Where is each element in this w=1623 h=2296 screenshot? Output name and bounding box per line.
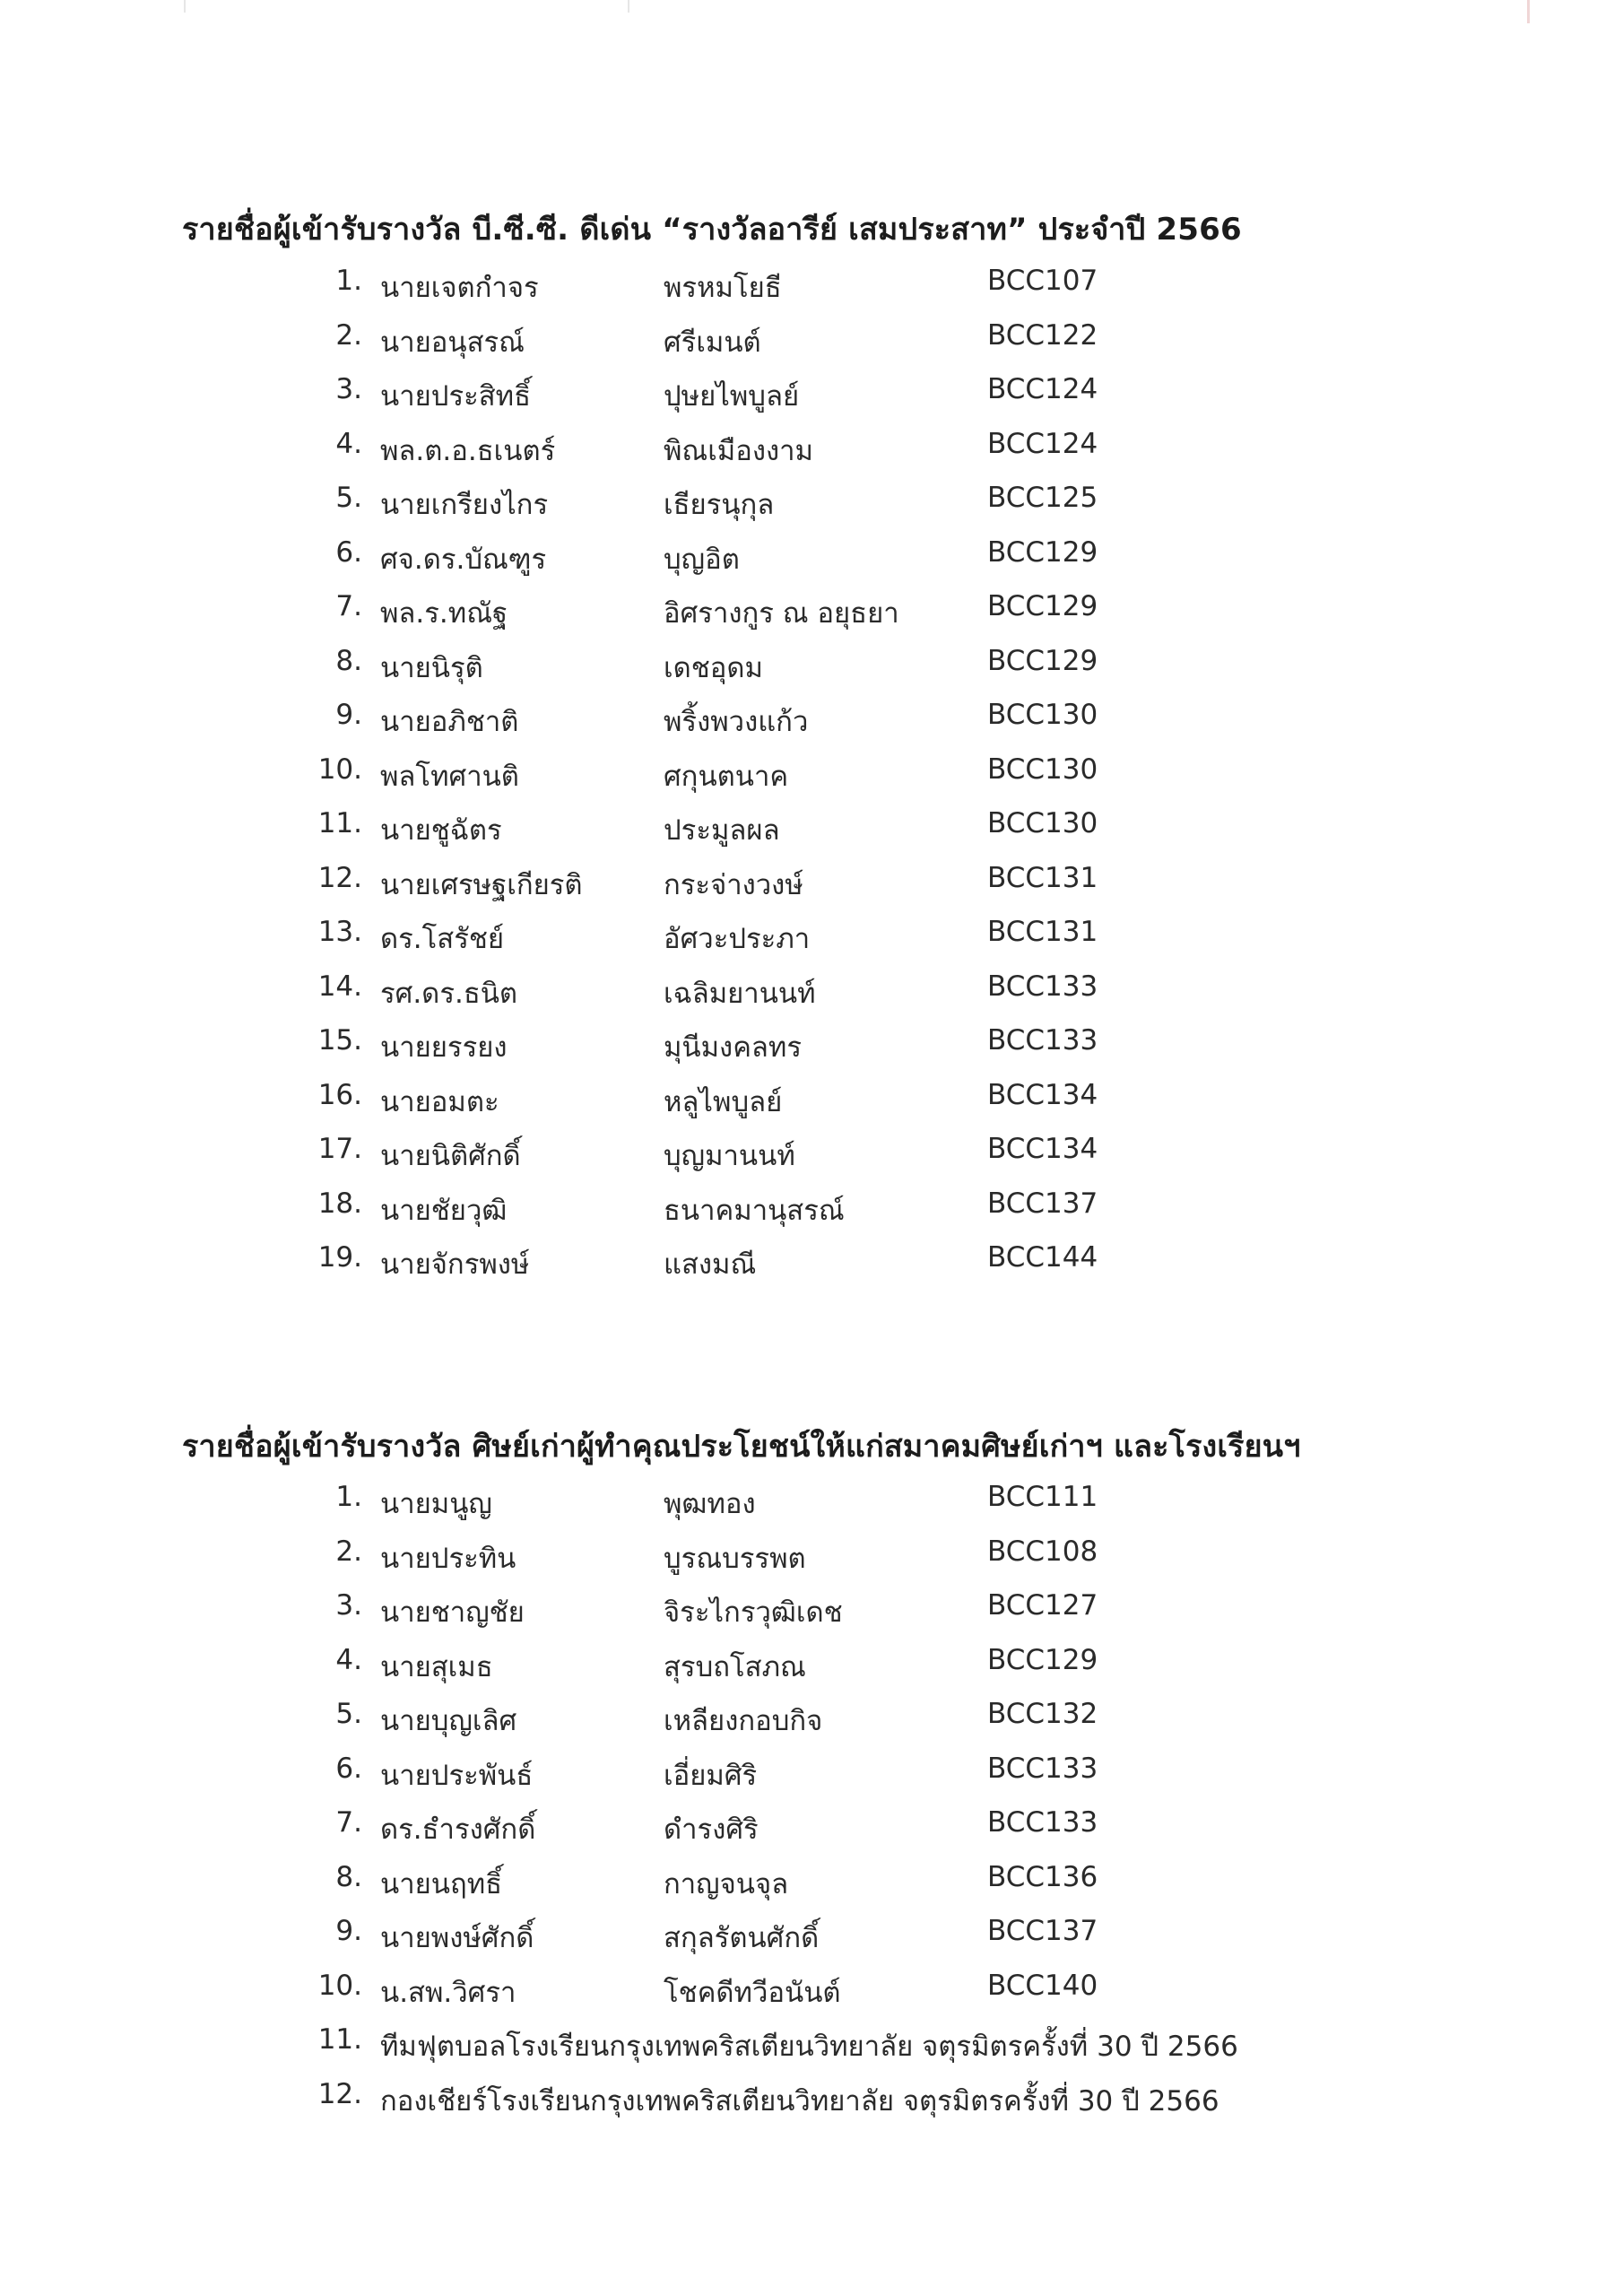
- last-name: พรหมโยธี: [664, 272, 782, 304]
- item-number: 10.: [317, 1969, 362, 2002]
- last-name: โชคดีทวีอนันต์: [664, 1976, 841, 2009]
- class-code: BCC133: [987, 1806, 1098, 1839]
- first-name: รศ.ดร.ธนิต: [380, 977, 518, 1010]
- list-item: [0, 1024, 1623, 1079]
- class-code: BCC133: [987, 970, 1098, 1003]
- item-number: 12.: [317, 2077, 362, 2110]
- last-name: ประมูลผล: [664, 814, 780, 847]
- item-number: 8.: [335, 1860, 362, 1893]
- first-name: น.สพ.วิศรา: [380, 1976, 516, 2009]
- last-name: ปุษยไพบูลย์: [664, 380, 800, 413]
- first-name: นายอนุสรณ์: [380, 326, 525, 359]
- list-item: [0, 428, 1623, 483]
- class-code: BCC134: [987, 1078, 1098, 1111]
- item-number: 9.: [335, 1915, 362, 1947]
- last-name: พริ้งพวงแก้ว: [664, 706, 809, 738]
- item-number: 1.: [335, 1481, 362, 1513]
- first-name: นายสุเมธ: [380, 1650, 493, 1683]
- list-item: [0, 1698, 1623, 1752]
- list-item: [0, 807, 1623, 862]
- class-code: BCC136: [987, 1860, 1098, 1893]
- first-name: นายชาญชัย: [380, 1596, 525, 1629]
- first-name: ดร.โสรัชย์: [380, 923, 505, 955]
- list-item: [0, 1079, 1623, 1134]
- item-number: 4.: [335, 427, 362, 460]
- item-number: 9.: [335, 699, 362, 731]
- class-code: BCC127: [987, 1589, 1098, 1622]
- last-name: อัศวะประภา: [664, 923, 811, 955]
- list-item: [0, 862, 1623, 917]
- item-number: 2.: [335, 1535, 362, 1568]
- first-name: นายเกรียงไกร: [380, 489, 549, 521]
- item-number: 3.: [335, 1589, 362, 1622]
- team-name: กองเชียร์โรงเรียนกรุงเทพคริสเตียนวิทยาลัย จตุรมิตรครั้งที่ 30 ปี 2566: [380, 2084, 1219, 2118]
- item-number: 18.: [317, 1187, 362, 1220]
- list-item: [0, 1241, 1623, 1296]
- item-number: 15.: [317, 1024, 362, 1057]
- first-name: พล.ต.อ.ธเนตร์: [380, 434, 556, 467]
- list-item: [0, 1535, 1623, 1590]
- item-number: 6.: [335, 535, 362, 569]
- first-name: นายประสิทธิ์: [380, 380, 532, 413]
- class-code: BCC132: [987, 1698, 1098, 1730]
- list-item: [0, 1481, 1623, 1535]
- first-name: พล.ร.ทณัฐ: [380, 597, 508, 630]
- class-code: BCC125: [987, 482, 1098, 514]
- last-name: สกุลรัตนศักดิ์: [664, 1922, 820, 1954]
- class-code: BCC131: [987, 916, 1098, 948]
- class-code: BCC129: [987, 590, 1098, 622]
- last-name: เฉลิมยานนท์: [664, 977, 816, 1010]
- first-name: นายมนูญ: [380, 1488, 492, 1520]
- section-1-heading: รายชื่อผู้เข้ารับรางวัล บี.ซี.ซี. ดีเด่น “รางวัลอารีย์ เสมประสาท” ประจำปี 2566: [182, 212, 1242, 248]
- item-number: 11.: [317, 2023, 362, 2056]
- list-item: [0, 699, 1623, 753]
- scan-artifact: [628, 0, 629, 13]
- class-code: BCC107: [987, 265, 1098, 297]
- list-item: [0, 2023, 1623, 2078]
- first-name: พลโทศานติ: [380, 760, 519, 793]
- item-number: 4.: [335, 1643, 362, 1676]
- first-name: นายเศรษฐเกียรติ: [380, 868, 583, 901]
- item-number: 6.: [335, 1752, 362, 1785]
- list-item: [0, 536, 1623, 591]
- list-item: [0, 916, 1623, 970]
- last-name: มุนีมงคลทร: [664, 1031, 803, 1064]
- class-code: BCC133: [987, 1752, 1098, 1785]
- class-code: BCC129: [987, 644, 1098, 677]
- item-number: 8.: [335, 644, 362, 677]
- last-name: บูรณบรรพต: [664, 1542, 806, 1575]
- list-item: [0, 265, 1623, 319]
- last-name: ศกุนตนาค: [664, 760, 789, 793]
- class-code: BCC130: [987, 807, 1098, 839]
- item-number: 12.: [317, 861, 362, 894]
- list-item: [0, 2078, 1623, 2133]
- list-item: [0, 970, 1623, 1025]
- last-name: บุญมานนท์: [664, 1140, 795, 1172]
- last-name: ธนาคมานุสรณ์: [664, 1194, 845, 1227]
- class-code: BCC137: [987, 1187, 1098, 1220]
- first-name: ศจ.ดร.บัณฑูร: [380, 543, 547, 576]
- list-item: [0, 1861, 1623, 1916]
- section-2-heading: รายชื่อผู้เข้ารับรางวัล ศิษย์เก่าผู้ทำคุณประโยชน์ให้แก่สมาคมศิษย์เก่าฯ และโรงเรียนฯ: [182, 1429, 1301, 1465]
- class-code: BCC129: [987, 1643, 1098, 1676]
- item-number: 14.: [317, 970, 362, 1003]
- first-name: นายเจตกำจร: [380, 272, 539, 304]
- list-item: [0, 1970, 1623, 2024]
- first-name: นายนิรุติ: [380, 651, 483, 684]
- item-number: 10.: [317, 752, 362, 786]
- last-name: เหลียงกอบกิจ: [664, 1705, 823, 1737]
- class-code: BCC130: [987, 699, 1098, 731]
- last-name: เอี่ยมศิริ: [664, 1759, 758, 1792]
- last-name: เดชอุดม: [664, 651, 763, 684]
- first-name: นายประพันธ์: [380, 1759, 534, 1792]
- list-item: [0, 753, 1623, 808]
- first-name: นายชูฉัตร: [380, 814, 502, 847]
- first-name: นายพงษ์ศักดิ์: [380, 1922, 534, 1954]
- item-number: 7.: [335, 1806, 362, 1839]
- item-number: 3.: [335, 373, 362, 405]
- last-name: อิศรางกูร ณ อยุธยา: [664, 597, 899, 630]
- list-item: [0, 1915, 1623, 1970]
- item-number: 16.: [317, 1078, 362, 1111]
- class-code: BCC134: [987, 1133, 1098, 1165]
- last-name: กาญจนจุล: [664, 1867, 789, 1900]
- item-number: 2.: [335, 318, 362, 352]
- first-name: นายยรรยง: [380, 1031, 508, 1064]
- list-item: [0, 1133, 1623, 1187]
- class-code: BCC124: [987, 373, 1098, 405]
- last-name: แสงมณี: [664, 1248, 757, 1281]
- class-code: BCC111: [987, 1481, 1098, 1513]
- item-number: 7.: [335, 590, 362, 622]
- list-item: [0, 1752, 1623, 1807]
- section-2-list: [0, 1481, 1623, 2132]
- item-number: 5.: [335, 1698, 362, 1730]
- last-name: พิณเมืองงาม: [664, 434, 813, 467]
- list-item: [0, 482, 1623, 536]
- team-name: ทีมฟุตบอลโรงเรียนกรุงเทพคริสเตียนวิทยาลัย จตุรมิตรครั้งที่ 30 ปี 2566: [380, 2031, 1238, 2063]
- class-code: BCC130: [987, 752, 1098, 786]
- class-code: BCC137: [987, 1915, 1098, 1947]
- item-number: 17.: [317, 1133, 362, 1165]
- list-item: [0, 373, 1623, 428]
- first-name: ดร.ธำรงศักดิ์: [380, 1813, 536, 1846]
- last-name: ดำรงศิริ: [664, 1813, 759, 1846]
- last-name: ศรีเมนต์: [664, 326, 761, 359]
- item-number: 5.: [335, 482, 362, 514]
- last-name: หลูไพบูลย์: [664, 1085, 783, 1118]
- last-name: กระจ่างวงษ์: [664, 868, 803, 901]
- first-name: นายจักรพงษ์: [380, 1248, 530, 1281]
- first-name: นายบุญเลิศ: [380, 1705, 517, 1737]
- last-name: บุญอิต: [664, 543, 740, 576]
- first-name: นายนฤทธิ์: [380, 1867, 503, 1900]
- list-item: [0, 590, 1623, 645]
- class-code: BCC122: [987, 318, 1098, 352]
- list-item: [0, 645, 1623, 700]
- item-number: 19.: [317, 1241, 362, 1274]
- item-number: 11.: [317, 807, 362, 839]
- list-item: [0, 319, 1623, 374]
- class-code: BCC133: [987, 1024, 1098, 1057]
- scan-artifact: [184, 0, 186, 13]
- class-code: BCC108: [987, 1535, 1098, 1568]
- last-name: สุรบถโสภณ: [664, 1650, 806, 1683]
- first-name: นายอภิชาติ: [380, 706, 519, 738]
- class-code: BCC131: [987, 861, 1098, 894]
- first-name: นายชัยวุฒิ: [380, 1194, 508, 1227]
- first-name: นายอมตะ: [380, 1085, 499, 1118]
- last-name: พุฒทอง: [664, 1488, 756, 1520]
- class-code: BCC140: [987, 1969, 1098, 2002]
- list-item: [0, 1806, 1623, 1861]
- class-code: BCC144: [987, 1241, 1098, 1274]
- last-name: เธียรนุกุล: [664, 489, 775, 521]
- list-item: [0, 1589, 1623, 1644]
- first-name: นายนิติศักดิ์: [380, 1140, 521, 1172]
- item-number: 13.: [317, 916, 362, 948]
- class-code: BCC129: [987, 535, 1098, 569]
- scan-artifact: [1527, 0, 1530, 23]
- list-item: [0, 1187, 1623, 1242]
- last-name: จิระไกรวุฒิเดช: [664, 1596, 843, 1629]
- section-1-list: [0, 265, 1623, 1296]
- class-code: BCC124: [987, 427, 1098, 460]
- item-number: 1.: [335, 265, 362, 297]
- first-name: นายประทิน: [380, 1542, 516, 1575]
- list-item: [0, 1644, 1623, 1699]
